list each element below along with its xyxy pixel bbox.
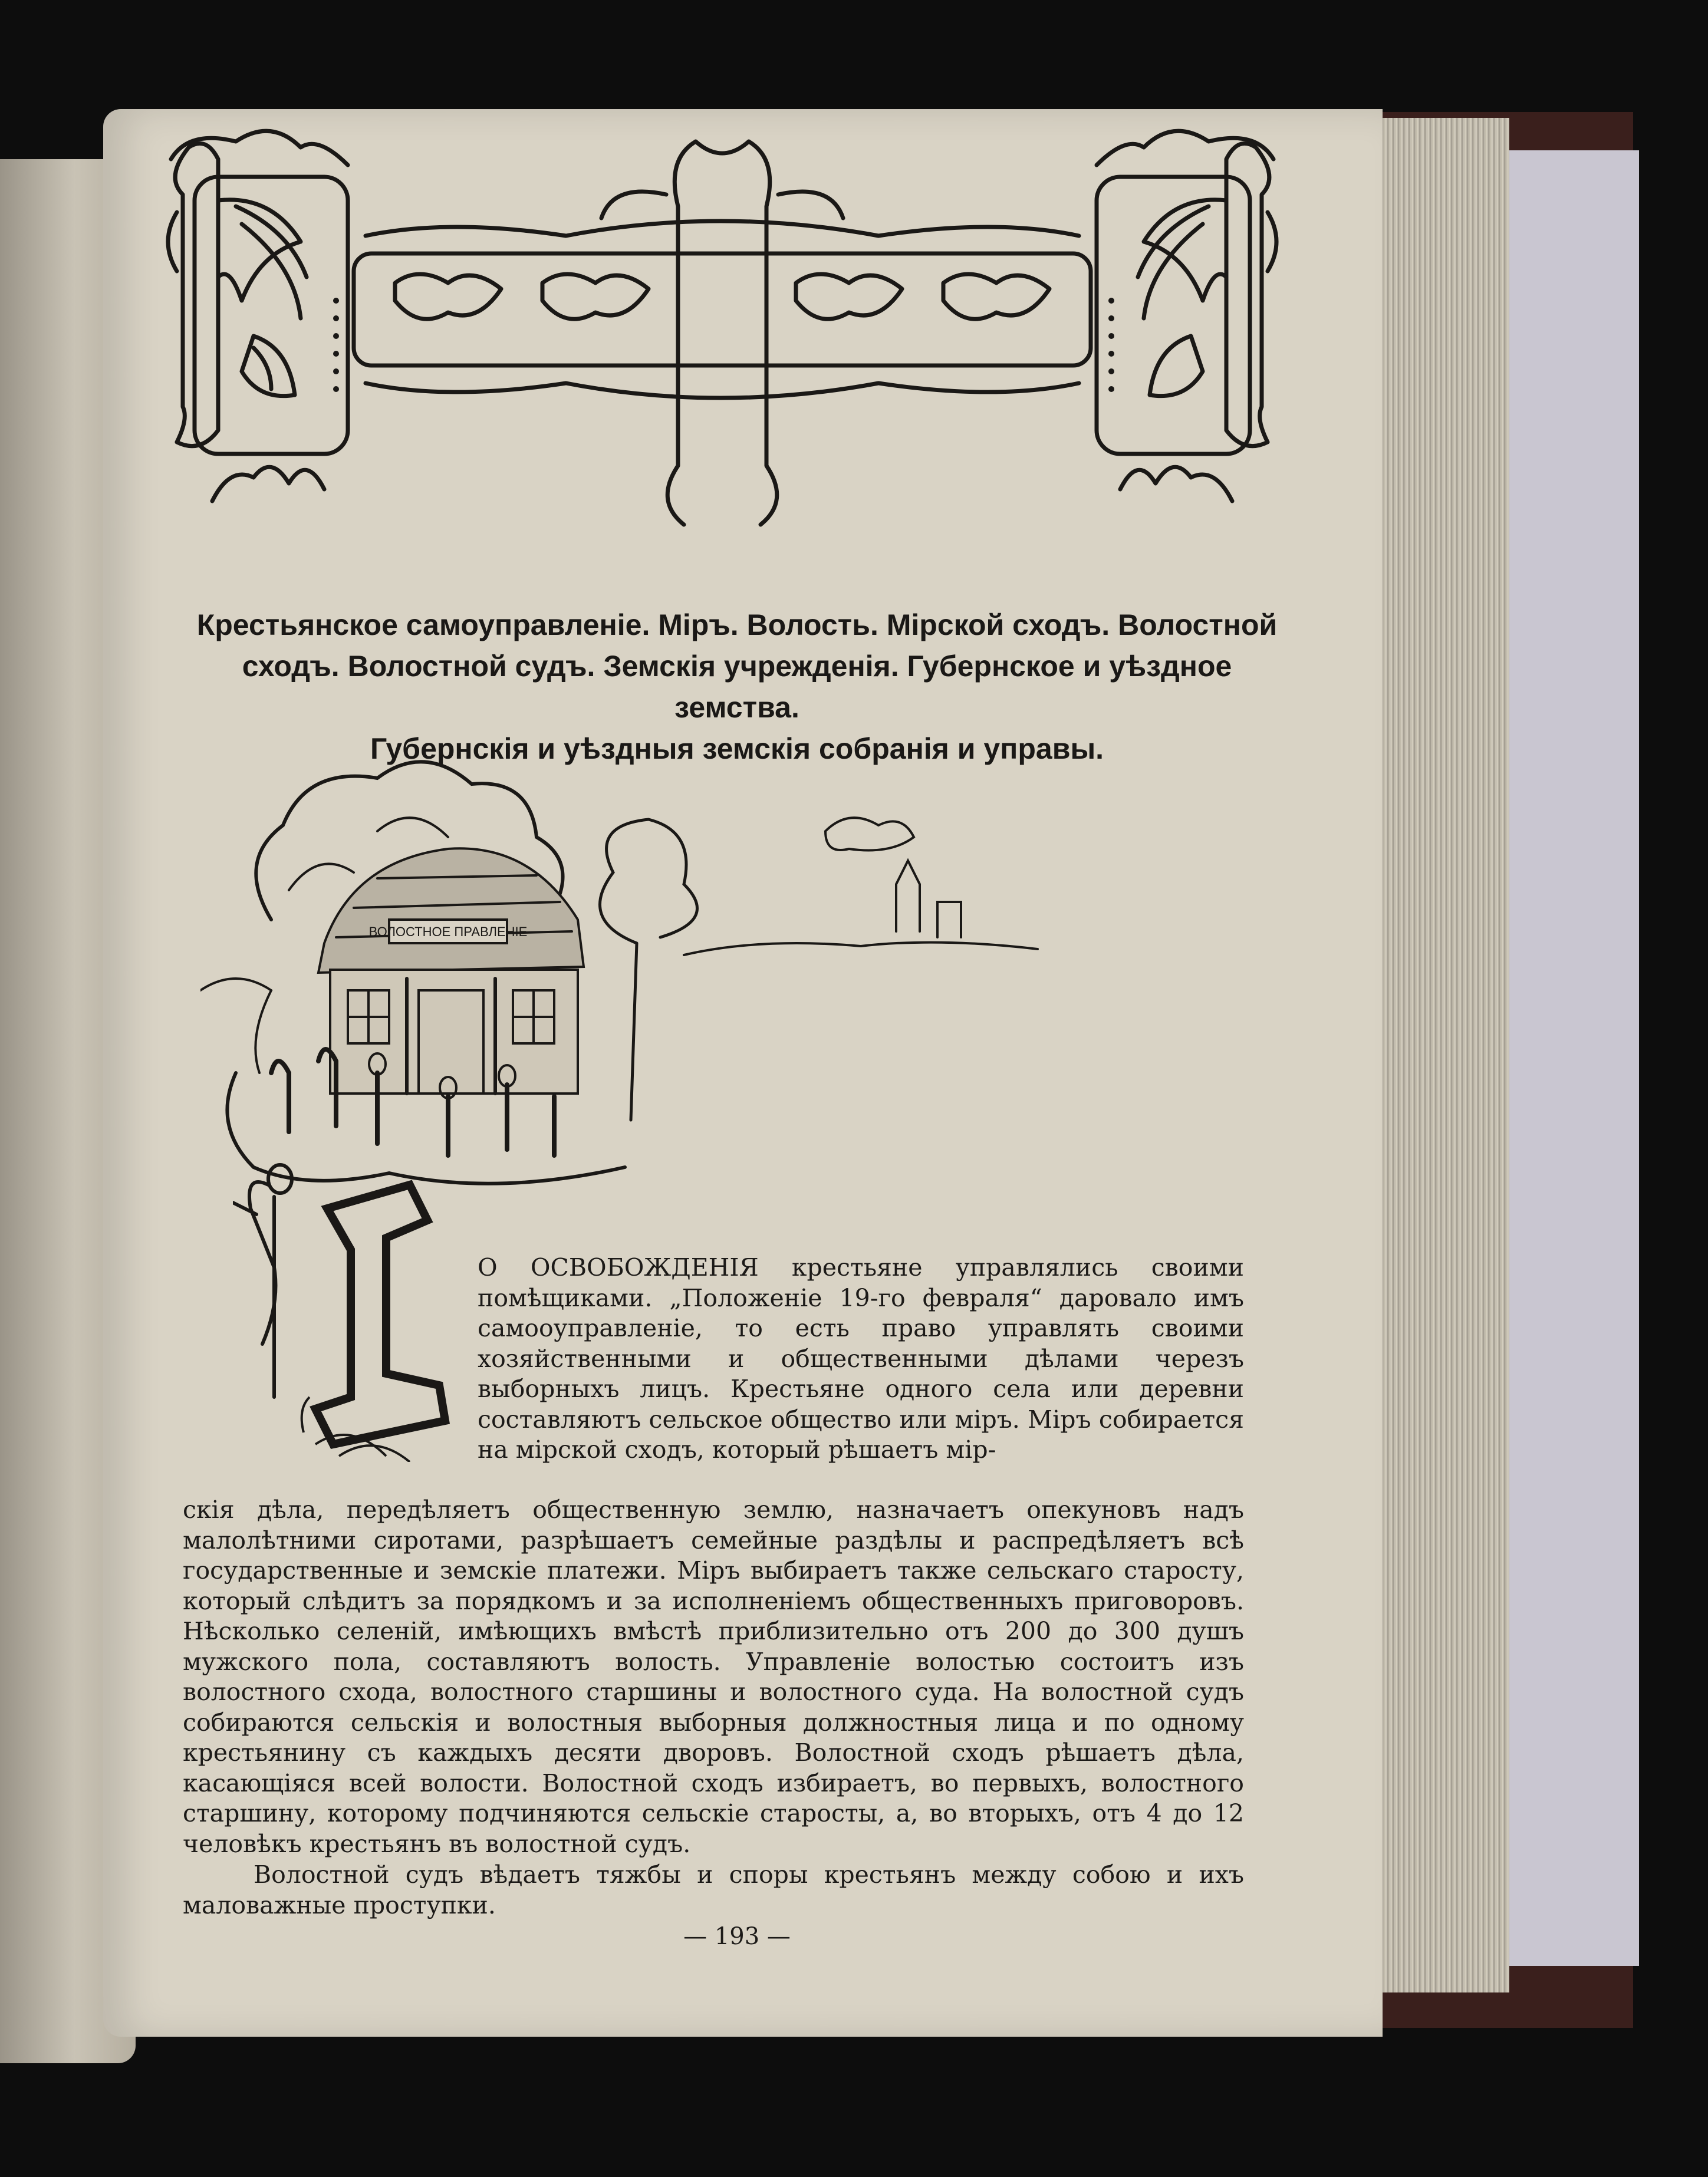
paragraph-1-start: О ОСВОБОЖДЕНІЯ крестьяне управлялись своими помѣщиками. „Положеніе 19-го февраля“ даровало имъ самооуправленіе, то есть право управлять своими хозяйственными и общественными дѣлами черезъ выборныхъ лицъ. Крестьяне одного села или деревни составляютъ сельское общество или міръ. Міръ собирается на мірской сходъ, который рѣшаетъ мір- [478, 1253, 1244, 1464]
sign-text: ВОЛОСТНОЕ ПРАВЛЕНІЕ [368, 924, 528, 939]
page-edges [1374, 118, 1509, 1992]
subtitle-line-1: Крестьянское самоуправленіе. Міръ. Волость. Мірской сходъ. Волостной [196, 608, 1278, 641]
subtitle-line-2: сходъ. Волостной судъ. Земскія учрежденія. Губернское и уѣздное земства. [242, 650, 1232, 724]
paragraph-1-continued: скія дѣла, передѣляетъ общественную землю, назначаетъ опекуновъ надъ малолѣтними сиротами, разрѣшаетъ семейные раздѣлы и распредѣляетъ всѣ государственные и земскіе платежи. Міръ выбираетъ также сельскаго старосту, который слѣдитъ за порядкомъ и за исполненіемъ общественныхъ приговоровъ. Нѣсколько селеній, имѣющихъ вмѣстѣ приблизительно отъ 200 до 300 душъ мужского пола, составляютъ волость. Управленіе волостью состоитъ изъ волостного схода, волостного старшины и волостного суда. На волостной судъ собираются сельскія и волостныя выборныя должностныя лица и по одному крестьянину съ каждыхъ десяти дворовъ. Волостной сходъ рѣшаетъ дѣла, касающіяся всей волости. Волостной сходъ избираетъ, во первыхъ, волостного старшину, которому подчиняются сельскіе старосты, а, во вторыхъ, отъ 4 до 12 человѣкъ крестьянъ въ волостной судъ. [183, 1496, 1244, 1858]
page-number: — 193 — [683, 1923, 791, 1950]
initial-letter-decoration [233, 1150, 463, 1462]
subtitle-line-3: Губернскія и уѣздныя земскія собранія и управы. [370, 732, 1104, 765]
bookmark-card [1506, 150, 1639, 1966]
paragraph-2-text: Волостной судъ вѣдаетъ тяжбы и споры крестьянъ между собою и ихъ маловажные проступки. [183, 1860, 1244, 1919]
paragraph-2 [183, 1860, 1244, 1921]
ornamental-header [153, 124, 1291, 531]
